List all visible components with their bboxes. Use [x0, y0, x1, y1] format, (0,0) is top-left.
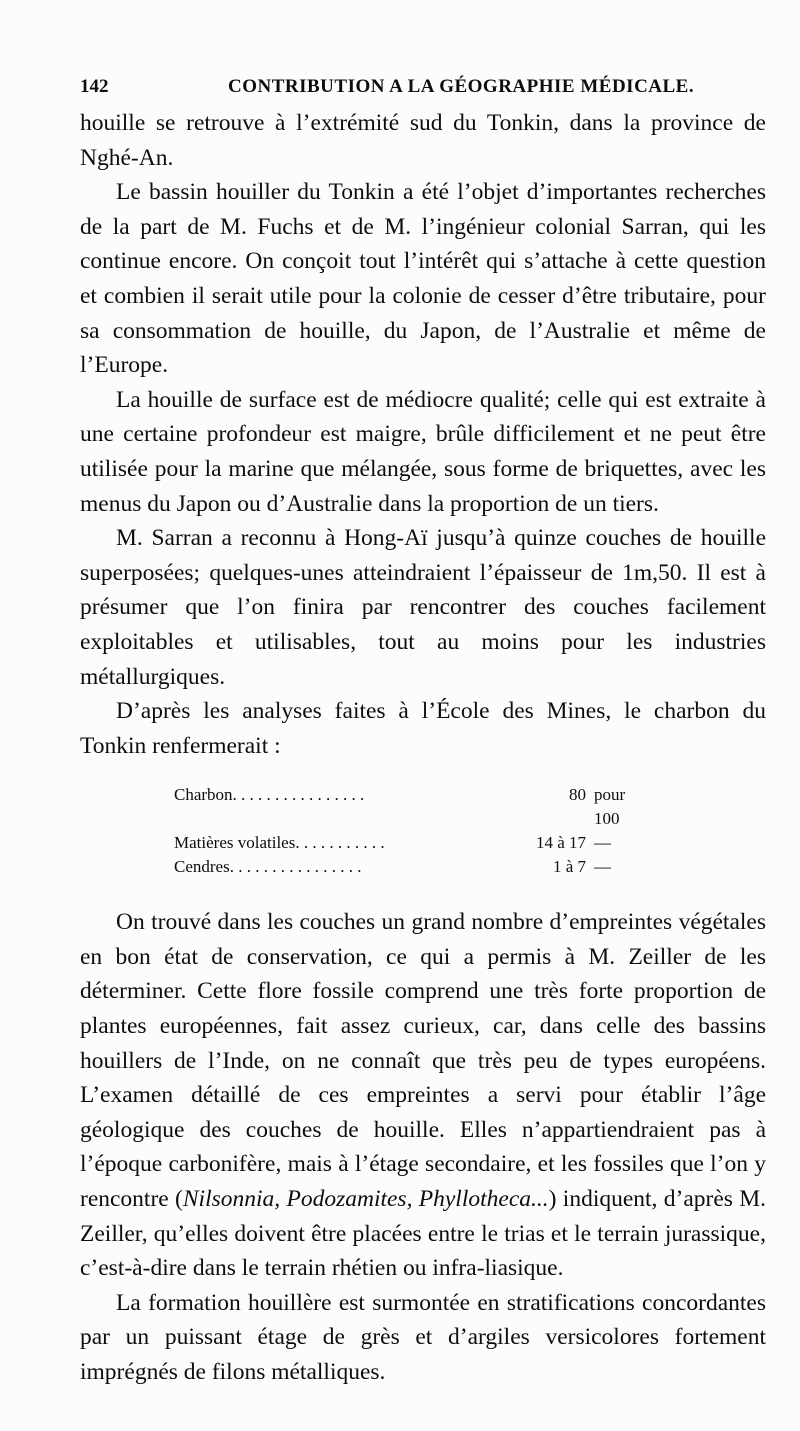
- row-unit: pour 100: [594, 785, 626, 829]
- paragraph-sarran-hong-ai: M. Sarran a reconnu à Hong-Aï jusqu’à quinze couches de houille superposées; quelques-unes atteindraient l’épaisseur de 1m,50. Il est à présumer que l’on finira par rencontrer des couches facilement exploitables et utilisables, tout au moins pour les industries métallurgiques.: [80, 525, 766, 690]
- row-value: 1 à 7: [552, 857, 586, 877]
- paragraph-houille-surface: La houille de surface est de médiocre qualité; celle qui est extraite à une certaine profondeur est maigre, brûle difficilement et ne peut être utilisée pour la marine que mélangée, sous forme de briquettes, avec les menus du Japon ou d’Australie dans la proportion de un tiers.: [80, 386, 766, 517]
- page-header: [80, 74, 760, 104]
- running-title: CONTRIBUTION A LA GÉOGRAPHIE MÉDICALE.: [228, 76, 695, 97]
- table-row: [174, 855, 734, 879]
- paragraph-empreintes-text-b: ) indiquent, d’après M. Zeiller, qu’elles doivent être placées entre le trias et le terrain jurassique, c’est-à-dire dans le terrain rhétien ou infra-liasique.: [80, 1186, 766, 1282]
- row-value: 14 à 17: [535, 833, 586, 853]
- row-label: Matières volatiles. . . . . . . . . . .: [174, 833, 385, 853]
- row-value: 80: [569, 785, 586, 805]
- paragraph-analyses: D’après les analyses faites à l’École des Mines, le charbon du Tonkin renfermerait :: [80, 698, 766, 759]
- page-number: 142: [80, 76, 109, 97]
- body-text: [80, 106, 766, 1390]
- table-row: [174, 783, 734, 831]
- paragraph-continued: houille se retrouve à l’extrémité sud du Tonkin, dans la province de Nghé-An.: [80, 110, 766, 171]
- paragraph-empreintes: [80, 905, 766, 1286]
- composition-table: [174, 783, 734, 879]
- paragraph-formation-houillere: La formation houillère est surmontée en stratifications concordantes par un puissant étage de grès et d’argiles versicolores fortement imprégnés de filons métalliques.: [80, 1289, 766, 1385]
- paragraph-bassin-houiller: Le bassin houiller du Tonkin a été l’objet d’importantes recherches de la part de M. Fuchs et de M. l’ingénieur colonial Sarran, qui les continue encore. On conçoit tout l’intérêt qui s’attache à cette question et combien il serait utile pour la colonie de cesser d’être tributaire, pour sa consommation de houille, du Japon, de l’Australie et même de l’Europe.: [80, 179, 766, 379]
- row-label: Cendres. . . . . . . . . . . . . . . .: [174, 857, 362, 877]
- table-row: [174, 831, 734, 855]
- paragraph-empreintes-text-a: On trouvé dans les couches un grand nombre d’empreintes végétales en bon état de conservation, ce qui a permis à M. Zeiller de les déterminer. Cette flore fossile comprend une très forte proportion de plantes européennes, fait assez curieux, car, dans celle des bassins houillers de l’Inde, on ne connaît que très peu de types européens. L’examen détaillé de ces empreintes a servi pour établir l’âge géologique des couches de houille. Elles n’appartiendraient pas à l’époque carbonifère, mais à l’étage secondaire, et les fossiles que l’on y rencontre (: [80, 909, 766, 1213]
- row-unit: —: [594, 857, 611, 877]
- row-unit: —: [594, 833, 611, 853]
- row-label: Charbon. . . . . . . . . . . . . . . .: [174, 785, 365, 805]
- fossil-genera: Nilsonnia, Podozamites, Phyllotheca...: [182, 1186, 549, 1213]
